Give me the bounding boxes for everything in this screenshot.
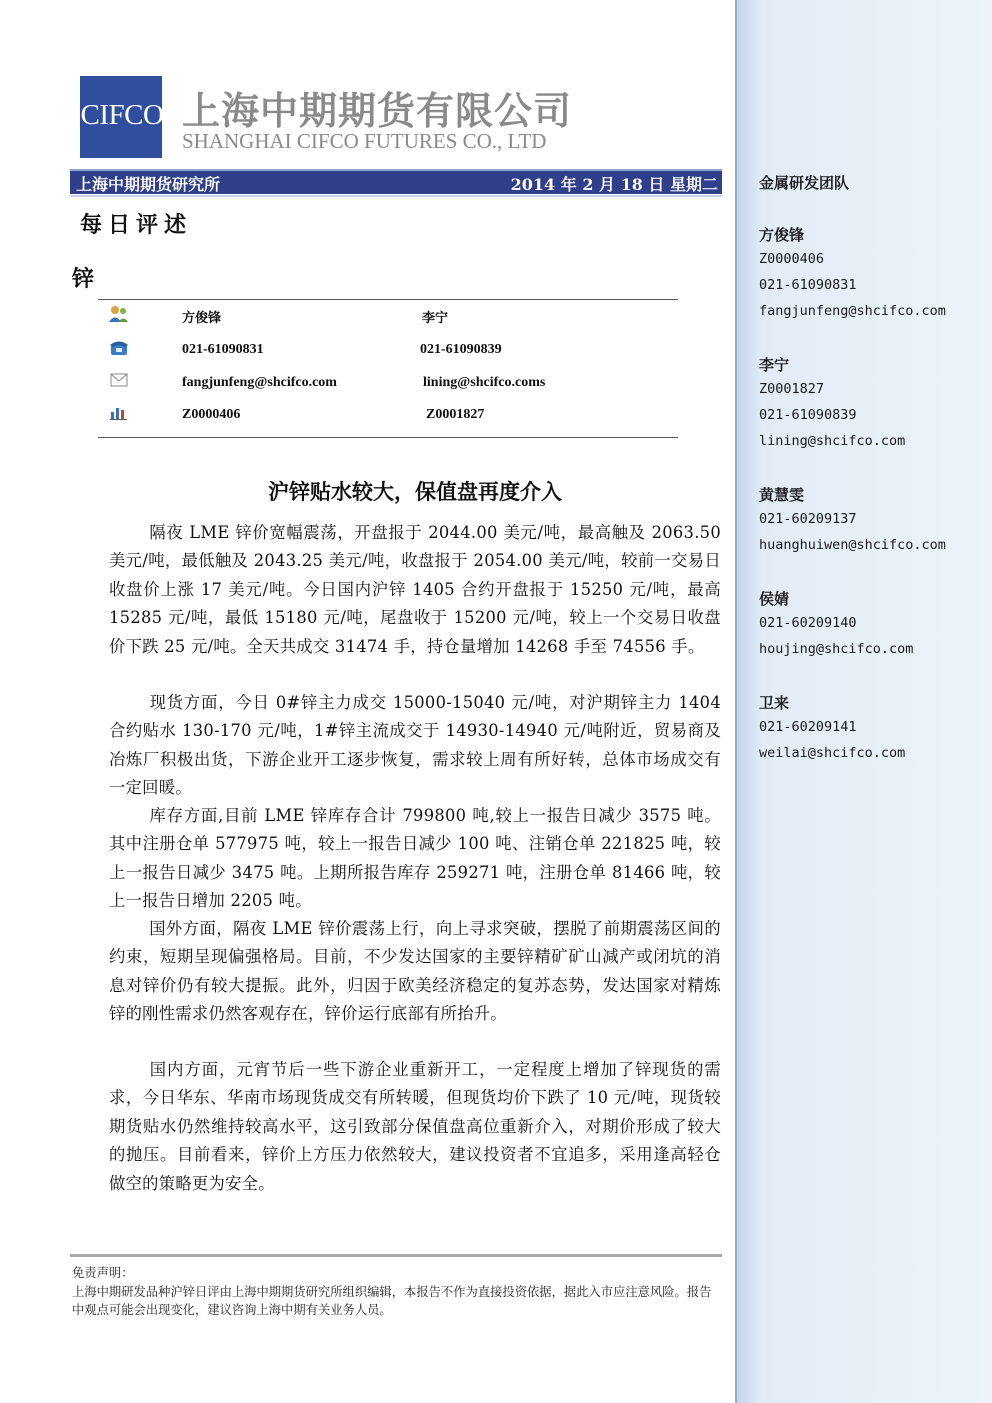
- person-icon: [108, 305, 130, 323]
- body-paragraph: [109, 689, 721, 803]
- disclaimer-title: 免责声明：: [72, 1266, 134, 1280]
- company-name-en: SHANGHAI CIFCO FUTURES CO., LTD: [182, 129, 547, 153]
- member-email[interactable]: lining@shcifco.com: [759, 433, 906, 449]
- analyst-email[interactable]: lining@shcifco.coms: [423, 375, 546, 390]
- report-type: 每日评述: [80, 212, 193, 238]
- company-name-cn: 上海中期期货有限公司: [182, 89, 573, 133]
- member-name: 侯婧: [759, 590, 790, 608]
- research-team-sidebar: [735, 0, 992, 1403]
- report-date: 2014 年 2 月 18 日 星期二: [510, 175, 718, 194]
- member-phone: 021-61090839: [759, 407, 857, 423]
- phone-icon: [108, 339, 130, 357]
- member-email[interactable]: weilai@shcifco.com: [759, 745, 906, 761]
- member-id: Z0001827: [759, 381, 825, 397]
- paragraph-text: 隔夜 LME 锌价宽幅震荡，开盘报于 2044.00 美元/吨，最高触及 2063.50 美元/吨，最低触及 2043.25 美元/吨，收盘报于 2054.00 美元/吨，较前一交易日收盘价上涨 17 美元/吨。今日国内沪锌 1405 合约开盘报于 15250 元/吨，最高 15285 元/吨，最低 15180 元/吨，尾盘收于 15200 元/吨，较上一个交易日收盘价下跌 25 元/吨。全天共成交 31474 手，持仓量增加 14268 手至 74556 手。: [109, 523, 721, 656]
- analyst-phone: 021-61090831: [182, 342, 264, 357]
- analyst-email[interactable]: fangjunfeng@shcifco.com: [182, 375, 337, 390]
- member-name: 方俊锋: [759, 226, 805, 244]
- header-divider: [70, 195, 722, 197]
- member-email[interactable]: houjing@shcifco.com: [759, 641, 914, 657]
- body-paragraph: [109, 802, 721, 916]
- body-paragraph: [109, 915, 721, 1029]
- member-name: 李宁: [759, 356, 790, 374]
- member-email[interactable]: huanghuiwen@shcifco.com: [759, 537, 946, 553]
- contact-table-bottom-rule: [98, 437, 678, 438]
- header-bar: [70, 169, 722, 194]
- body-paragraph: [109, 1056, 721, 1198]
- member-name: 黄慧雯: [759, 486, 805, 504]
- paragraph-text: 库存方面,目前 LME 锌库存合计 799800 吨,较上一报告日减少 3575 吨。其中注册仓单 577975 吨，较上一报告日减少 100 吨、注销仓单 221825 吨，较上一报告日减少 3475 吨。上期所报告库存 259271 吨，注册仓单 81466 吨，较上一报告日增加 2205 吨。: [109, 806, 721, 911]
- member-phone: 021-60209137: [759, 511, 857, 527]
- chart-icon: [108, 403, 130, 421]
- commodity-title: 锌: [72, 266, 95, 292]
- body-paragraph: [109, 519, 721, 661]
- disclaimer-text: 上海中期研发品种沪锌日评由上海中期期货研究所组织编辑，本报告不作为直接投资依据，据此入市应注意风险。报告中观点可能会出现变化，建议咨询上海中期有关业务人员。: [72, 1285, 712, 1317]
- analyst-phone: 021-61090839: [420, 342, 502, 357]
- article-headline: 沪锌贴水较大，保值盘再度介入: [268, 480, 562, 504]
- paragraph-text: 国外方面，隔夜 LME 锌价震荡上行，向上寻求突破，摆脱了前期震荡区间的约束，短期呈现偏强格局。目前，不少发达国家的主要锌精矿矿山减产或闭坑的消息对锌价仍有较大提振。此外，归因于欧美经济稳定的复苏态势，发达国家对精炼锌的刚性需求仍然客观存在，锌价运行底部有所抬升。: [109, 919, 721, 1024]
- analyst-license: Z0001827: [426, 407, 485, 422]
- analyst-name: 方俊锋: [182, 311, 222, 326]
- mail-icon: [108, 371, 130, 389]
- footer-divider: [70, 1254, 722, 1257]
- member-email[interactable]: fangjunfeng@shcifco.com: [759, 303, 946, 319]
- member-id: Z0000406: [759, 251, 825, 267]
- institute-name: 上海中期期货研究所: [76, 175, 221, 194]
- logo-text: CIFCO: [80, 99, 164, 131]
- analyst-name: 李宁: [422, 311, 449, 326]
- paragraph-text: 现货方面，今日 0#锌主力成交 15000-15040 元/吨，对沪期锌主力 1404 合约贴水 130-170 元/吨，1#锌主流成交于 14930-14940 元/吨附近，贸易商及冶炼厂积极出货，下游企业开工逐步恢复，需求较上周有所好转，总体市场成交有一定回暖。: [109, 693, 721, 798]
- analyst-license: Z0000406: [182, 407, 241, 422]
- paragraph-text: 国内方面，元宵节后一些下游企业重新开工，一定程度上增加了锌现货的需求，今日华东、华南市场现货成交有所转暖，但现货均价下跌了 10 元/吨，现货较期货贴水仍然维持较高水平，这引致部分保值盘高位重新介入，对期价形成了较大的抛压。目前看来，锌价上方压力依然较大，建议投资者不宜追多，采用逢高轻仓做空的策略更为安全。: [109, 1060, 721, 1193]
- contact-table-top-rule: [98, 299, 678, 300]
- member-name: 卫来: [759, 694, 790, 712]
- member-phone: 021-60209140: [759, 615, 857, 631]
- member-phone: 021-61090831: [759, 277, 857, 293]
- team-title: 金属研发团队: [759, 174, 850, 192]
- member-phone: 021-60209141: [759, 719, 857, 735]
